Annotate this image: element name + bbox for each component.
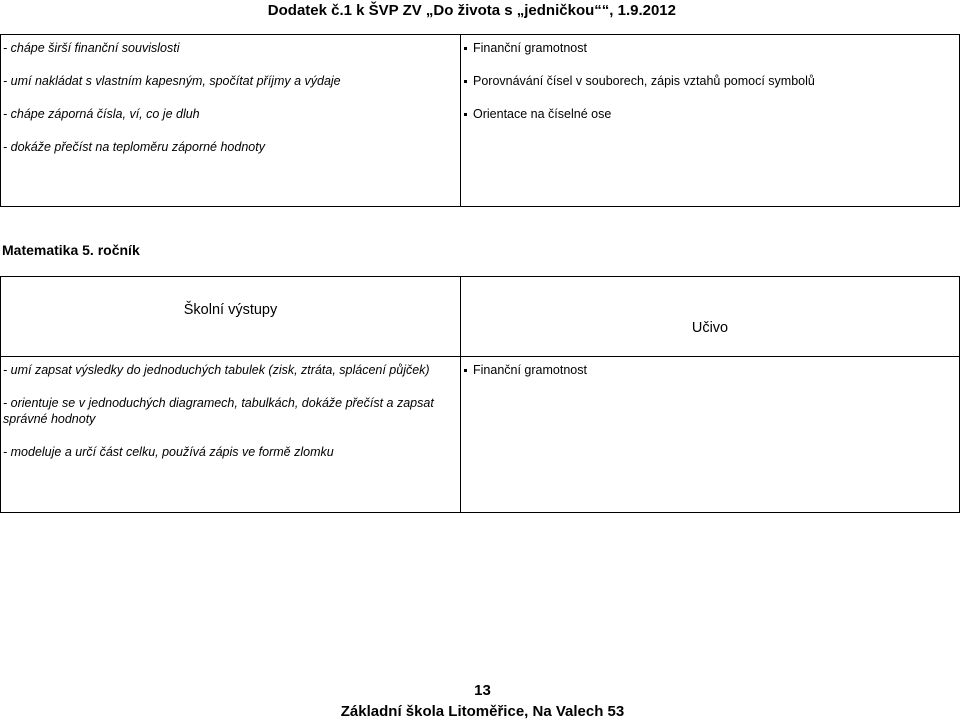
- list-item-label: Orientace na číselné ose: [473, 107, 612, 121]
- list-item: - dokáže přečíst na teploměru záporné hodnoty: [3, 140, 265, 154]
- outcomes-table: [0, 276, 960, 513]
- column-header-outcomes: Školní výstupy: [183, 302, 278, 318]
- outcomes-table-continued: [0, 34, 960, 207]
- list-item-label: Finanční gramotnost: [473, 41, 587, 55]
- list-item: - chápe záporná čísla, ví, co je dluh: [3, 107, 200, 121]
- bullet-icon: [464, 47, 467, 50]
- header-curriculum-cell: [461, 277, 960, 357]
- curriculum-cell: [461, 35, 960, 207]
- list-item: - umí nakládat s vlastním kapesným, spočítat příjmy a výdaje: [3, 74, 341, 88]
- list-item: - orientuje se v jednoduchých diagramech, tabulkách, dokáže přečíst a zapsat správné hodnoty: [3, 396, 434, 426]
- list-item: [461, 362, 959, 378]
- bullet-icon: [464, 113, 467, 116]
- list-item: [461, 40, 959, 56]
- footer-school-name: Základní škola Litoměřice, Na Valech 53: [340, 703, 625, 720]
- section-title: Matematika 5. ročník: [2, 242, 140, 258]
- table-row: [1, 35, 960, 207]
- header-outcomes-cell: [1, 277, 461, 357]
- list-item-label: Finanční gramotnost: [473, 363, 587, 377]
- list-item: - modeluje a určí část celku, používá zápis ve formě zlomku: [3, 445, 334, 459]
- list-item: [461, 73, 959, 89]
- outcomes-cell: [1, 35, 461, 207]
- list-item: - umí zapsat výsledky do jednoduchých tabulek (zisk, ztráta, splácení půjček): [3, 363, 430, 377]
- list-item: [461, 106, 959, 122]
- document-header-title: Dodatek č.1 k ŠVP ZV „Do života s „jedničkou““, 1.9.2012: [267, 2, 676, 19]
- column-header-curriculum: Učivo: [691, 320, 729, 336]
- page-number: 13: [474, 682, 491, 699]
- list-item-label: Porovnávání čísel v souborech, zápis vztahů pomocí symbolů: [473, 74, 815, 88]
- bullet-icon: [464, 369, 467, 372]
- table-header-row: [1, 277, 960, 357]
- bullet-icon: [464, 80, 467, 83]
- list-item: - chápe širší finanční souvislosti: [3, 41, 180, 55]
- table-row: [1, 357, 960, 513]
- curriculum-cell: [461, 357, 960, 513]
- outcomes-cell: [1, 357, 461, 513]
